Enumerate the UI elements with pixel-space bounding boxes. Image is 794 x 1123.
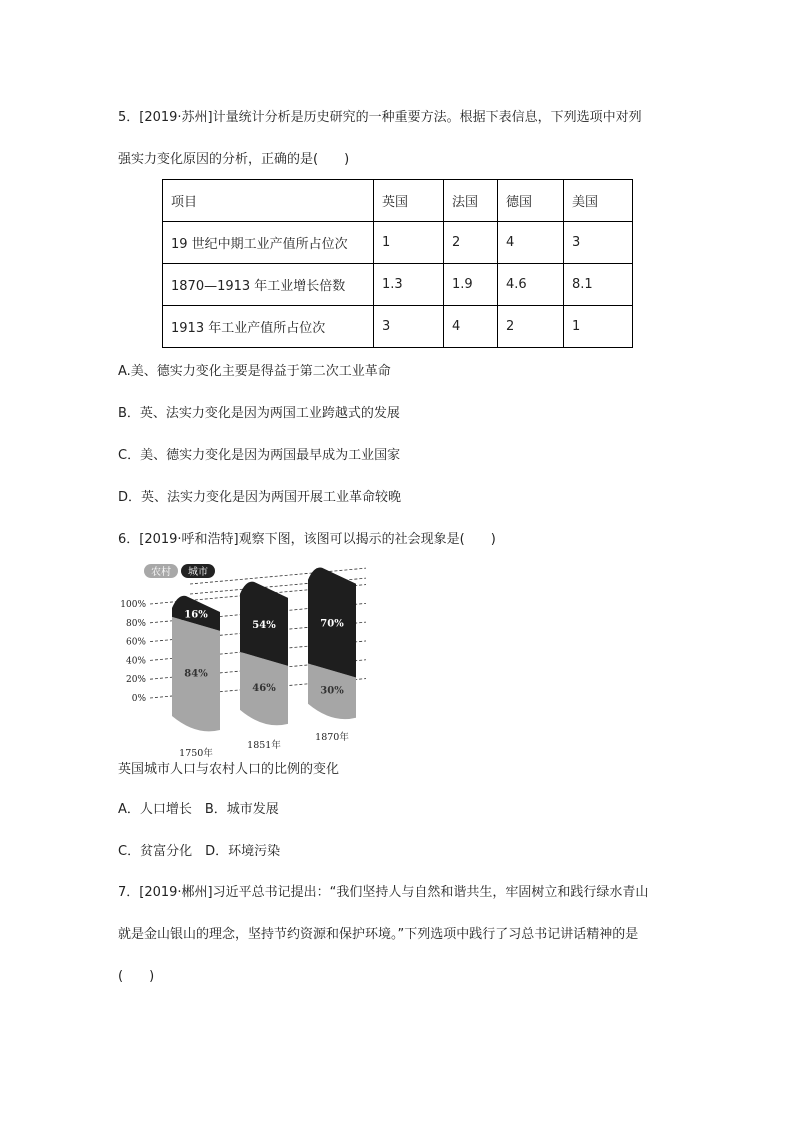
table-header-cell: 美国	[564, 180, 633, 222]
table-row	[163, 306, 633, 348]
legend-label: 农村	[151, 567, 171, 578]
x-category-label: 1750年	[179, 748, 213, 759]
q7-line1: 7．[2019·郴州]习近平总书记提出：“我们坚持人与自然和谐共生，牢固树立和践行绿水青山	[118, 885, 649, 900]
q5-option-a: A.美、德实力变化主要是得益于第二次工业革命	[118, 364, 391, 379]
table-header-row	[163, 180, 633, 222]
table-cell: 1	[564, 306, 633, 348]
table-cell: 1870—1913 年工业增长倍数	[163, 264, 374, 306]
q6-line1: 6．[2019·呼和浩特]观察下图，该图可以揭示的社会现象是( )	[118, 532, 496, 547]
y-tick-label: 20%	[125, 675, 146, 686]
population-chart	[118, 560, 388, 759]
q5-option-d: D．英、法实力变化是因为两国开展工业革命较晚	[118, 490, 402, 505]
y-tick-label: 100%	[120, 600, 146, 610]
table-row	[163, 222, 633, 264]
chart-caption: 英国城市人口与农村人口的比例的变化	[118, 762, 340, 777]
q5-option-b: B．英、法实力变化是因为两国工业跨越式的发展	[118, 406, 400, 421]
q7-line3: ( )	[118, 969, 155, 984]
rural-value-label: 46%	[252, 682, 276, 694]
table-cell: 1913 年工业产值所占位次	[163, 306, 374, 348]
q5-line2: 强实力变化原因的分析，正确的是( )	[118, 152, 350, 167]
y-tick-label: 60%	[125, 637, 146, 648]
table-cell: 8.1	[564, 264, 633, 306]
x-axis	[179, 731, 349, 759]
urban-value-label: 16%	[184, 609, 208, 621]
chart-legend	[144, 564, 215, 578]
rural-value-label: 30%	[320, 685, 344, 697]
table-header-cell: 英国	[374, 180, 444, 222]
table-cell: 1.3	[374, 264, 444, 306]
table-cell: 4	[444, 306, 498, 348]
table-cell: 2	[444, 222, 498, 264]
chart-bars	[172, 568, 356, 732]
table-cell: 3	[374, 306, 444, 348]
y-axis	[120, 600, 146, 704]
x-category-label: 1870年	[315, 731, 349, 743]
stats-table	[162, 179, 633, 348]
table-cell: 19 世纪中期工业产值所占位次	[163, 222, 374, 264]
rural-value-label: 84%	[184, 668, 208, 680]
q5-line1: 5．[2019·苏州]计量统计分析是历史研究的一种重要方法。根据下表信息，下列选项中对列	[118, 110, 642, 125]
table-cell: 2	[498, 306, 564, 348]
table-header-cell: 法国	[444, 180, 498, 222]
table-cell: 1	[374, 222, 444, 264]
table-row	[163, 264, 633, 306]
urban-value-label: 70%	[320, 618, 344, 630]
legend-label: 城市	[188, 567, 208, 578]
q6-options-cd: C．贫富分化 D．环境污染	[118, 844, 281, 859]
x-category-label: 1851年	[247, 739, 281, 751]
y-tick-label: 80%	[125, 618, 146, 629]
table-cell: 4.6	[498, 264, 564, 306]
table-header-cell: 德国	[498, 180, 564, 222]
q5-option-c: C．美、德实力变化是因为两国最早成为工业国家	[118, 448, 401, 463]
q7-line2: 就是金山银山的理念，坚持节约资源和保护环境。”下列选项中践行了习总书记讲话精神的是	[118, 927, 639, 942]
table-cell: 3	[564, 222, 633, 264]
table-cell: 4	[498, 222, 564, 264]
urban-value-label: 54%	[252, 619, 276, 631]
q6-options-ab: A．人口增长 B．城市发展	[118, 802, 279, 817]
y-tick-label: 0%	[131, 694, 146, 704]
table-cell: 1.9	[444, 264, 498, 306]
y-tick-label: 40%	[125, 656, 146, 667]
table-header-cell: 项目	[163, 180, 374, 222]
